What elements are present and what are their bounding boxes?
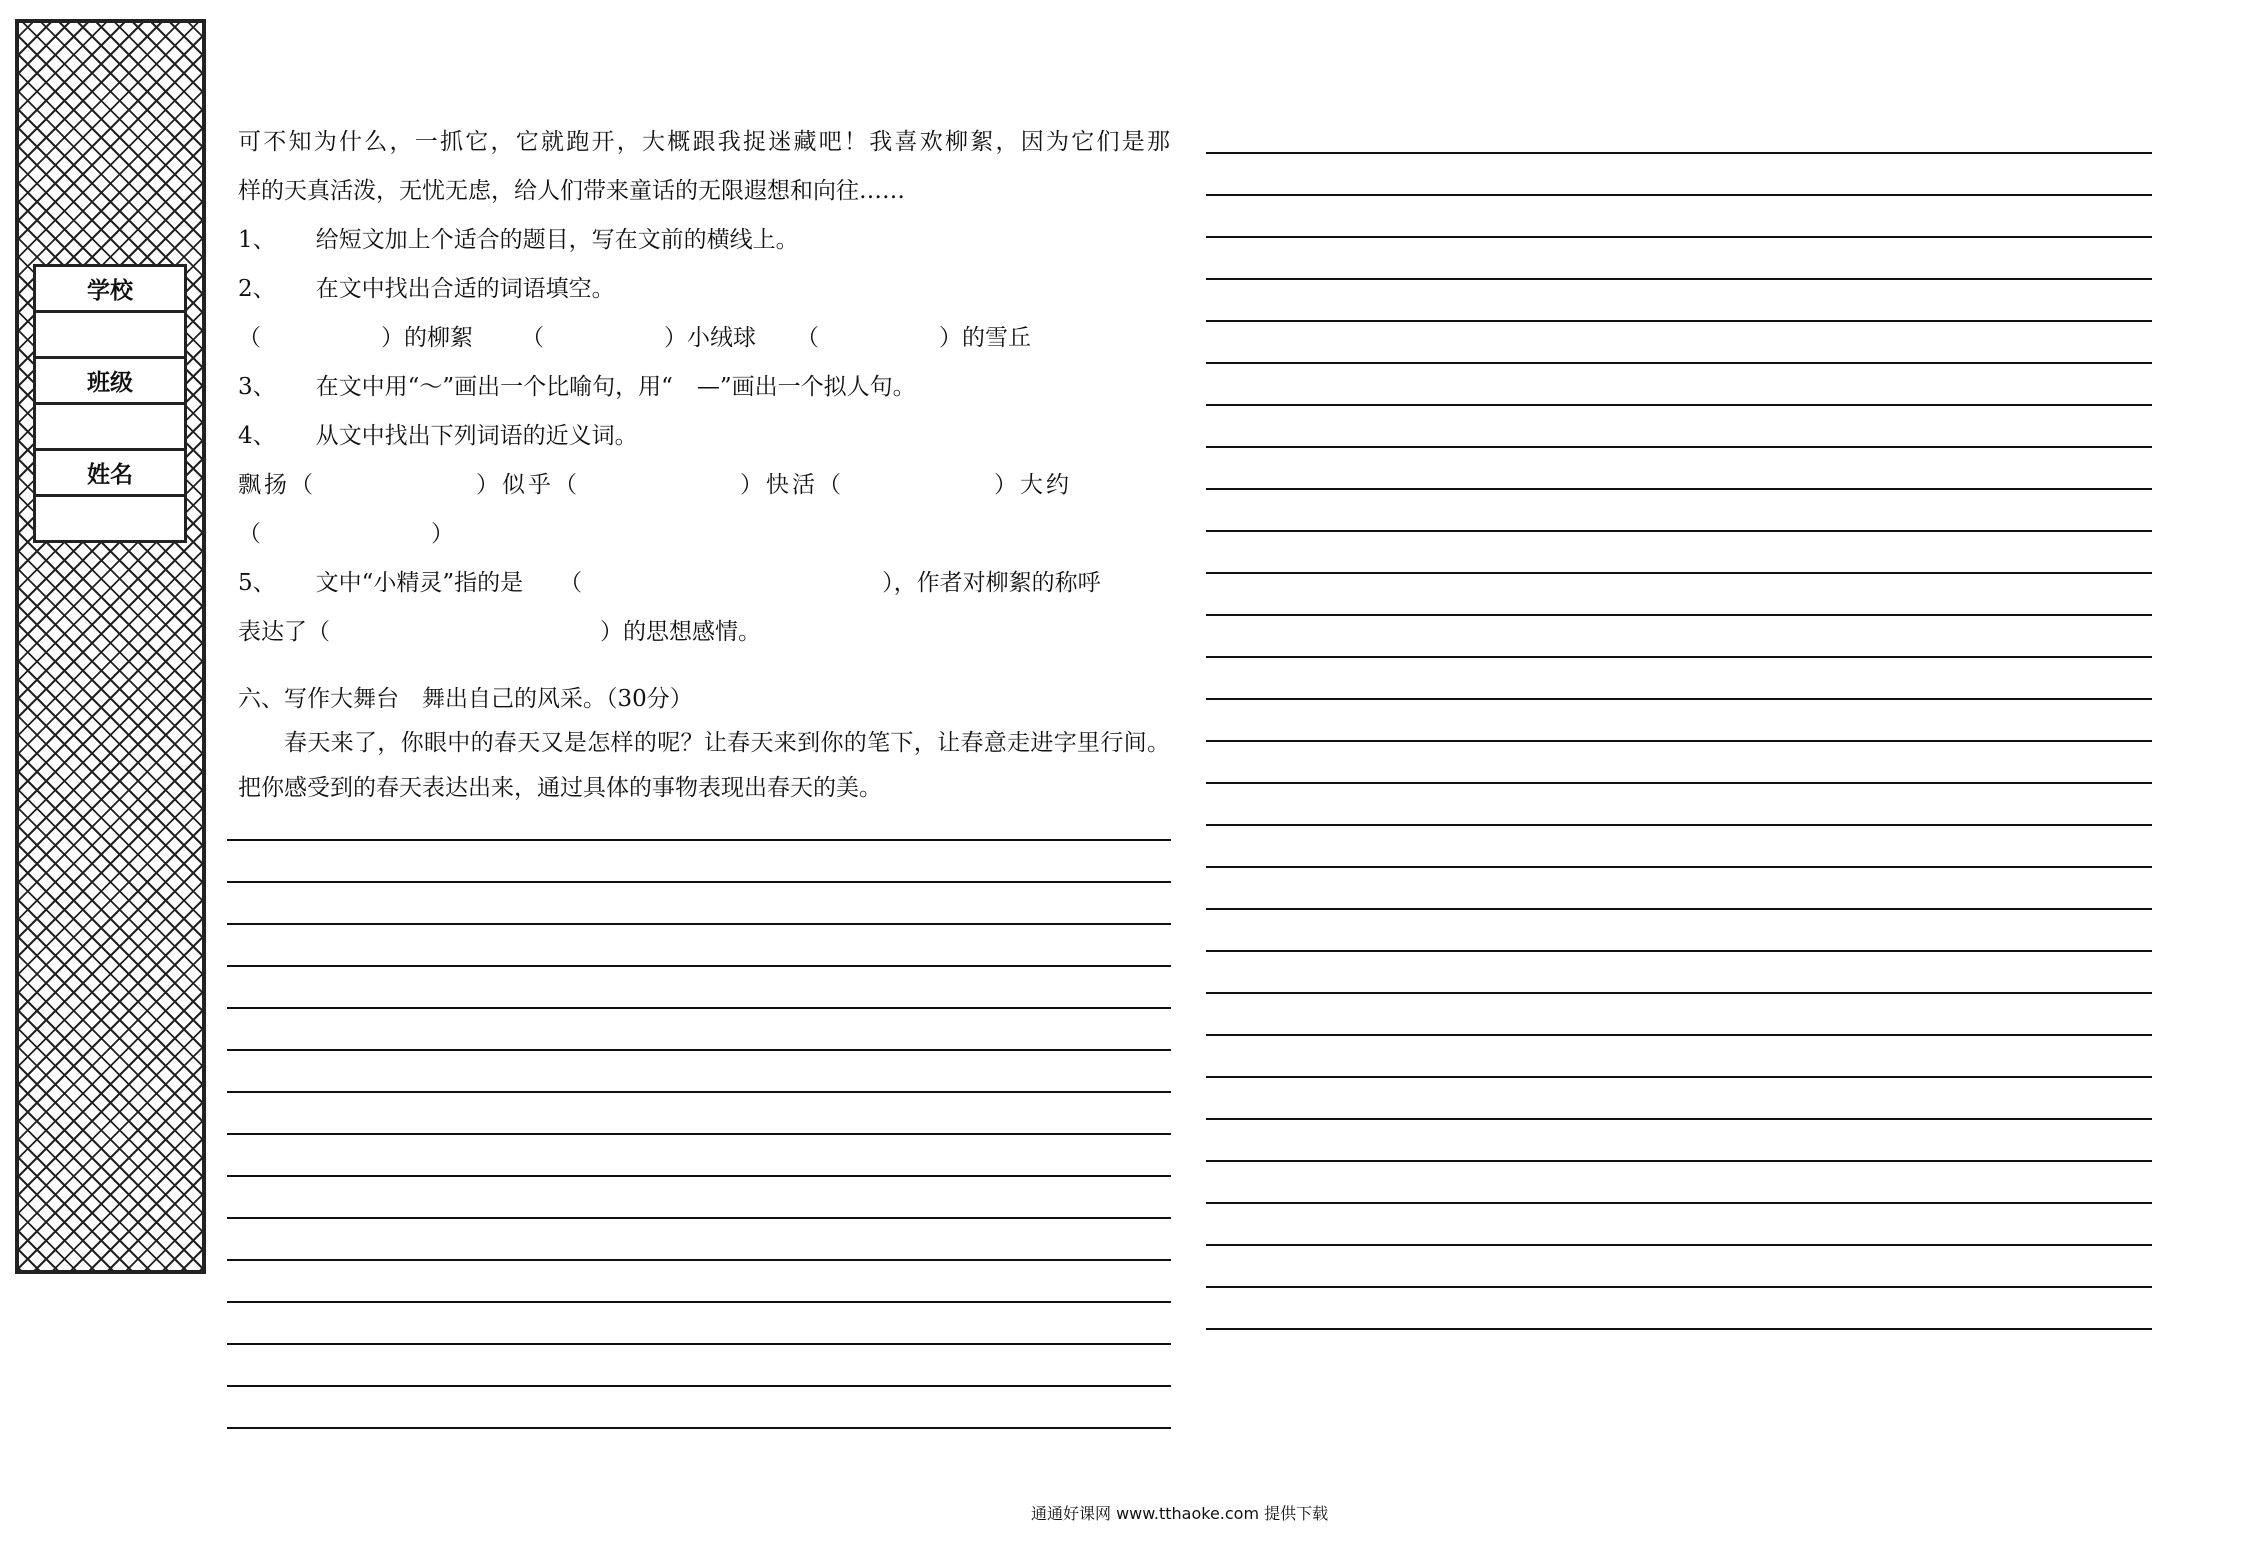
writing-line [227, 1427, 1171, 1429]
writing-section-title: 六、写作大舞台 舞出自己的风采。（30分） [238, 686, 693, 712]
question-3-number: 3、 [238, 374, 276, 400]
writing-line [1206, 740, 2152, 742]
writing-line [227, 965, 1171, 967]
question-4-words-cont [238, 510, 1170, 559]
writing-line [1206, 824, 2152, 826]
writing-line [227, 1175, 1171, 1177]
school-label: 学校 [35, 266, 186, 312]
writing-line [1206, 572, 2152, 574]
blank-3-suffix: ）的雪丘 [939, 325, 1031, 351]
question-2-number: 2、 [238, 276, 276, 302]
writing-line [227, 1133, 1171, 1135]
q4-word-3: ）快活（ [740, 472, 844, 498]
writing-line [1206, 362, 2152, 364]
writing-line [1206, 782, 2152, 784]
writing-line [1206, 1328, 2152, 1330]
writing-line [1206, 404, 2152, 406]
question-5-number: 5、 [238, 570, 276, 596]
question-3-text-b: —”画出一个拟人句。 [696, 374, 916, 400]
writing-line [1206, 992, 2152, 994]
question-5-text-a: 文中“小精灵”指的是 [315, 570, 524, 596]
question-3-text-a: 在文中用“～”画出一个比喻句，用“ [315, 374, 673, 400]
writing-line [227, 923, 1171, 925]
writing-line [1206, 866, 2152, 868]
q4-word-1: 飘扬（ [238, 472, 316, 498]
writing-line [1206, 152, 2152, 154]
question-5 [238, 559, 1170, 608]
writing-line [1206, 656, 2152, 658]
class-label: 班级 [35, 358, 186, 404]
writing-line [1206, 530, 2152, 532]
paren-open: （ [559, 570, 583, 596]
writing-line [1206, 1244, 2152, 1246]
writing-line [227, 1301, 1171, 1303]
question-2 [238, 265, 1170, 314]
right-writing-lines[interactable] [1206, 152, 2152, 1330]
question-1-text: 给短文加上个适合的题目，写在文前的横线上。 [315, 227, 799, 253]
writing-line [1206, 614, 2152, 616]
writing-line [227, 1385, 1171, 1387]
left-writing-lines[interactable] [227, 839, 1171, 1429]
question-1 [238, 216, 1170, 265]
question-4 [238, 412, 1170, 461]
writing-line [1206, 488, 2152, 490]
question-4-text: 从文中找出下列词语的近义词。 [315, 423, 638, 449]
paren-open: （ [796, 325, 819, 351]
question-5-line-2-a: 表达了（ [238, 619, 330, 645]
left-column [238, 118, 1170, 811]
blank-2-suffix: ）小绒球 [664, 325, 756, 351]
writing-line [1206, 1034, 2152, 1036]
q4-word-4: ）大约 [994, 472, 1072, 498]
writing-line [1206, 1076, 2152, 1078]
class-field[interactable] [35, 404, 186, 450]
writing-line [1206, 908, 2152, 910]
writing-line [1206, 320, 2152, 322]
writing-line [1206, 1286, 2152, 1288]
passage-line-2: 样的天真活泼，无忧无虑，给人们带来童话的无限遐想和向往…… [238, 178, 905, 204]
name-field[interactable] [35, 496, 186, 542]
writing-line [1206, 236, 2152, 238]
question-2-blanks [238, 314, 1170, 363]
name-label: 姓名 [35, 450, 186, 496]
paren-open: （ [238, 521, 261, 547]
question-5-text-b: ），作者对柳絮的称呼 [882, 570, 1101, 596]
footer-credit: 通通好课网 www.tthaoke.com 提供下载 [1031, 1504, 1329, 1523]
writing-line [1206, 698, 2152, 700]
writing-line [1206, 1118, 2152, 1120]
writing-line [227, 1259, 1171, 1261]
question-2-text: 在文中找出合适的词语填空。 [315, 276, 615, 302]
paren-open: （ [521, 325, 544, 351]
student-info-table [33, 264, 187, 543]
question-3 [238, 363, 1170, 412]
writing-line [1206, 278, 2152, 280]
writing-line [1206, 950, 2152, 952]
passage-line-1: 可不知为什么，一抓它，它就跑开，大概跟我捉迷藏吧！我喜欢柳絮，因为它们是那 [238, 129, 1170, 155]
q4-word-2: ）似乎（ [476, 472, 580, 498]
q4-close: ） [431, 521, 454, 547]
writing-line [227, 839, 1171, 841]
writing-line [227, 1049, 1171, 1051]
blank-1-suffix: ）的柳絮 [381, 325, 473, 351]
writing-line [227, 1007, 1171, 1009]
school-field[interactable] [35, 312, 186, 358]
question-4-words [238, 461, 1170, 510]
question-5-line-2 [238, 608, 1170, 657]
paren-open: （ [238, 325, 261, 351]
writing-line [227, 1091, 1171, 1093]
question-1-number: 1、 [238, 227, 276, 253]
writing-line [1206, 1160, 2152, 1162]
writing-line [1206, 446, 2152, 448]
writing-line [227, 1217, 1171, 1219]
writing-line [1206, 194, 2152, 196]
writing-line [227, 1343, 1171, 1345]
writing-line [1206, 1202, 2152, 1204]
decorative-side-strip [15, 19, 206, 1274]
writing-line [227, 881, 1171, 883]
question-4-number: 4、 [238, 423, 276, 449]
writing-prompt: 春天来了，你眼中的春天又是怎样的呢？让春天来到你的笔下，让春意走进字里行间。把你感受到的春天表达出来，通过具体的事物表现出春天的美。 [238, 730, 1170, 801]
question-5-line-2-b: ）的思想感情。 [600, 619, 761, 645]
